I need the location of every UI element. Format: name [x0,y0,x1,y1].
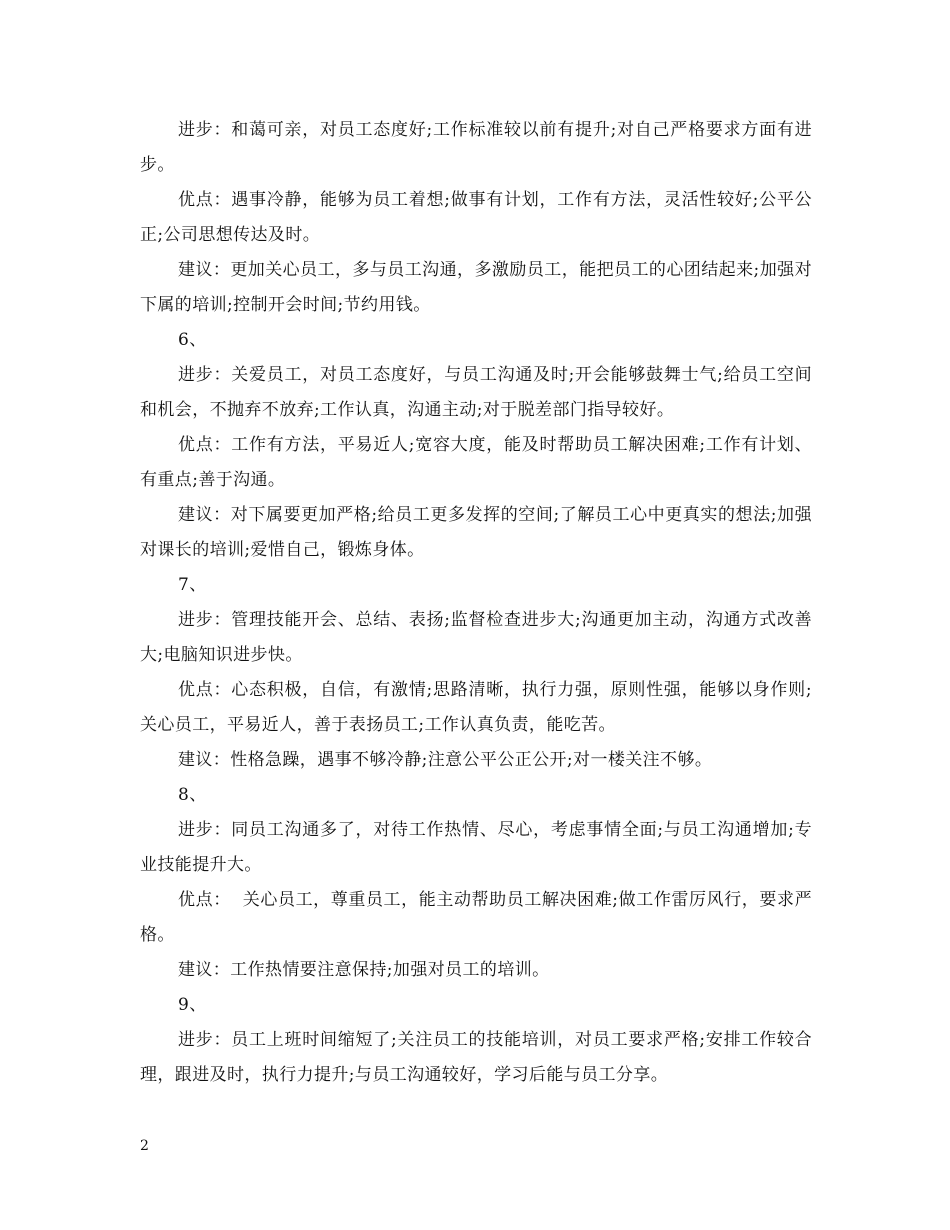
section-number-9: 9、 [178,995,207,1015]
paragraph-strengths-8: 优点： 关心员工，尊重员工，能主动帮助员工解决困难;做工作雷厉风行，要求严格。 [140,890,812,945]
paragraph-progress-5: 进步：和蔼可亲，对员工态度好;工作标准较以前有提升;对自己严格要求方面有进步。 [140,120,812,175]
page-number: 2 [140,1138,149,1154]
paragraph-strengths-5: 优点：遇事冷静，能够为员工着想;做事有计划，工作有方法，灵活性较好;公平公正;公司思想传达及时。 [140,190,812,245]
paragraph-strengths-7: 优点：心态积极，自信，有激情;思路清晰，执行力强，原则性强，能够以身作则;关心员工，平易近人，善于表扬员工;工作认真负责，能吃苦。 [140,680,812,735]
paragraph-progress-9: 进步：员工上班时间缩短了;关注员工的技能培训，对员工要求严格;安排工作较合理，跟进及时，执行力提升;与员工沟通较好，学习后能与员工分享。 [140,1030,812,1085]
paragraph-strengths-6: 优点：工作有方法，平易近人;宽容大度，能及时帮助员工解决困难;工作有计划、有重点;善于沟通。 [140,435,812,490]
paragraph-suggestions-5: 建议：更加关心员工，多与员工沟通，多激励员工，能把员工的心团结起来;加强对下属的培训;控制开会时间;节约用钱。 [140,260,812,315]
document-body [140,113,812,1093]
paragraph-suggestions-7: 建议：性格急躁，遇事不够冷静;注意公平公正公开;对一楼关注不够。 [178,750,713,770]
paragraph-suggestions-8: 建议：工作热情要注意保持;加强对员工的培训。 [178,960,550,980]
paragraph-progress-8: 进步：同员工沟通多了，对待工作热情、尽心，考虑事情全面;与员工沟通增加;专业技能提升大。 [140,820,812,875]
paragraph-suggestions-6: 建议：对下属要更加严格;给员工更多发挥的空间;了解员工心中更真实的想法;加强对课长的培训;爱惜自己，锻炼身体。 [140,505,812,560]
section-number-7: 7、 [178,575,207,595]
paragraph-progress-7: 进步：管理技能开会、总结、表扬;监督检查进步大;沟通更加主动，沟通方式改善大;电脑知识进步快。 [140,610,812,665]
section-number-8: 8、 [178,785,207,805]
section-number-6: 6、 [178,330,207,350]
paragraph-progress-6: 进步：关爱员工，对员工态度好，与员工沟通及时;开会能够鼓舞士气;给员工空间和机会，不抛弃不放弃;工作认真，沟通主动;对于脱差部门指导较好。 [140,365,812,420]
